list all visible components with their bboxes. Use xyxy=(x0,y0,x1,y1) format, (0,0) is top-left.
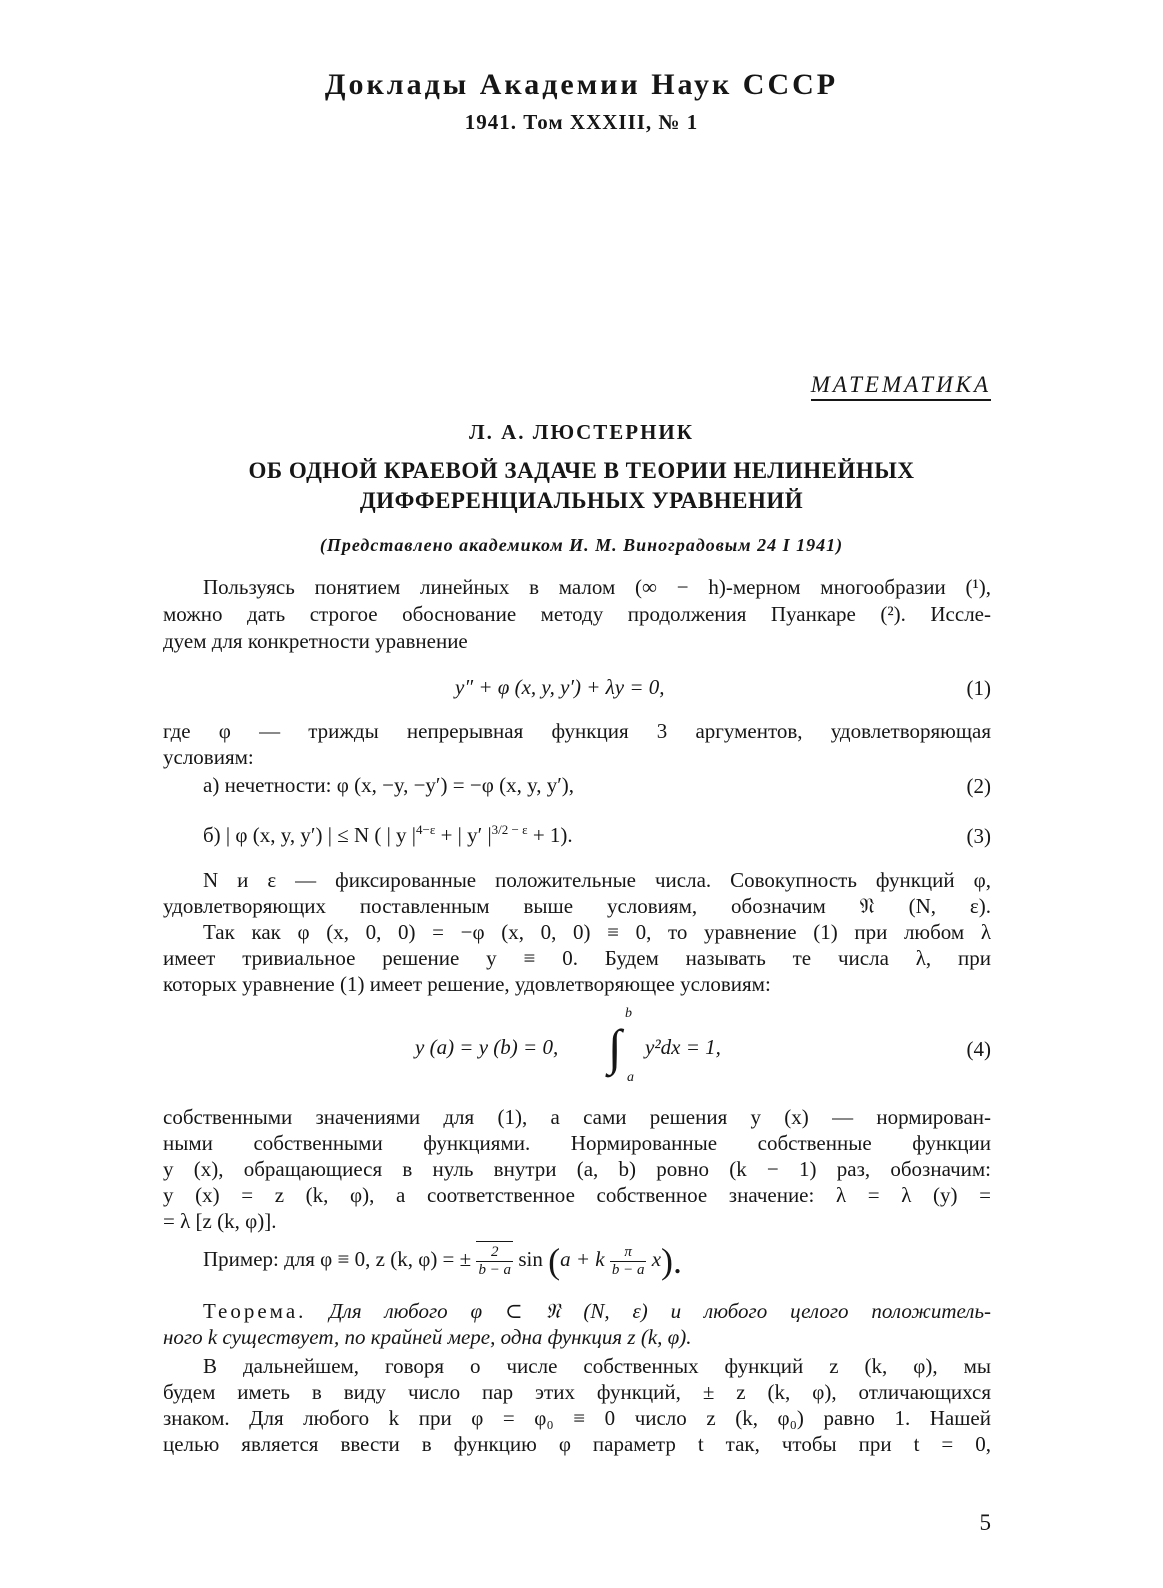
text-line: N и ε — фиксированные положительные числа. Совокупность функций φ, xyxy=(203,868,991,892)
text-line: y (x), обращающиеся в нуль внутри (a, b) ровно (k − 1) раз, обозначим: xyxy=(163,1157,991,1181)
text-line: целью является ввести в функцию φ параметр t так, чтобы при t = 0, xyxy=(163,1432,991,1456)
square-root xyxy=(476,1241,513,1279)
equation-number: (3) xyxy=(966,824,991,848)
integral-upper-limit: b xyxy=(625,1006,632,1021)
equation-2: а) нечетности: φ (x, −y, −y′) = −φ (x, y, y′), xyxy=(203,773,575,797)
equation-number: (4) xyxy=(966,1037,991,1061)
text-line: Так как φ (x, 0, 0) = −φ (x, 0, 0) ≡ 0, то уравнение (1) при любом λ xyxy=(203,920,991,944)
equation-number: (1) xyxy=(966,676,991,700)
exponent: 3/2 − ε xyxy=(491,822,528,837)
integral-lower-limit: a xyxy=(627,1070,634,1085)
equation-4-left: y (a) = y (b) = 0, xyxy=(415,1035,559,1059)
example-formula xyxy=(203,1240,682,1282)
equation-3-part: + | y′ | xyxy=(435,823,492,847)
fraction-denominator: b − a xyxy=(478,1261,512,1278)
fraction-numerator: π xyxy=(610,1244,647,1262)
theorem-text: Для любого φ ⊂ 𝔑 (N, ε) и любого целого положитель- xyxy=(329,1299,991,1323)
page-number: 5 xyxy=(979,1510,991,1535)
text-line: будем иметь в виду число пар этих функций, ± z (k, φ), отличающихся xyxy=(163,1380,991,1404)
right-paren: ). xyxy=(661,1241,683,1281)
equation-number: (2) xyxy=(966,774,991,798)
article-title xyxy=(0,456,1163,516)
text-line: где φ — трижды непрерывная функция 3 аргументов, удовлетворяющая xyxy=(163,719,991,743)
theorem-line xyxy=(203,1299,991,1324)
text-line: y (x) = z (k, φ), а соответственное собственное значение: λ = λ (y) = xyxy=(163,1183,991,1207)
text-line: удовлетворяющих поставленным выше условиям, обозначим 𝔑 (N, ε). xyxy=(163,894,991,918)
sine-function: sin xyxy=(518,1246,543,1271)
text-line: собственными значениями для (1), а сами решения y (x) — нормирован- xyxy=(163,1105,991,1129)
text-line: дуем для конкретности уравнение xyxy=(163,629,468,653)
article-author: Л. А. ЛЮСТЕРНИК xyxy=(468,420,694,444)
example-variable: x xyxy=(651,1246,662,1271)
presented-by: (Представлено академиком И. М. Виноградовым 24 I 1941) xyxy=(319,535,844,555)
left-paren: ( xyxy=(548,1241,561,1281)
integral-sign: ∫ xyxy=(608,1019,622,1075)
article-title-line-1: ОБ ОДНОЙ КРАЕВОЙ ЗАДАЧЕ В ТЕОРИИ НЕЛИНЕЙНЫХ xyxy=(248,458,915,483)
text-line: = λ [z (k, φ)]. xyxy=(163,1209,277,1233)
text-line: можно дать строгое обоснование методу продолжения Пуанкаре (²). Иссле- xyxy=(163,602,991,626)
text-line: имеет тривиальное решение y ≡ 0. Будем называть те числа λ, при xyxy=(163,946,991,970)
journal-title: Доклады Академии Наук СССР xyxy=(324,68,839,101)
example-term: a + k xyxy=(560,1246,605,1271)
example-text: Пример: для φ ≡ 0, z (k, φ) = ± xyxy=(203,1246,472,1271)
article-title-line-2: ДИФФЕРЕНЦИАЛЬНЫХ УРАВНЕНИЙ xyxy=(359,488,804,513)
text-line: знаком. Для любого k при φ = φ₀ ≡ 0 число z (k, φ₀) равно 1. Нашей xyxy=(163,1406,991,1430)
text-line: В дальнейшем, говоря о числе собственных функций z (k, φ), мы xyxy=(203,1354,991,1378)
journal-issue: 1941. Том XXXIII, № 1 xyxy=(464,110,699,134)
fraction xyxy=(610,1244,647,1279)
equation-3-part: + 1). xyxy=(527,823,573,847)
fraction-numerator: 2 xyxy=(476,1244,513,1262)
equation-4-right: y²dx = 1, xyxy=(645,1035,721,1059)
text-line: которых уравнение (1) имеет решение, удовлетворяющее условиям: xyxy=(163,972,771,996)
theorem-label: Теорема. xyxy=(203,1299,307,1323)
text-line: Пользуясь понятием линейных в малом (∞ − h)-мерном многообразии (¹), xyxy=(203,575,991,599)
equation-3-part: б) | φ (x, y, y′) | ≤ N ( | y | xyxy=(203,823,417,847)
exponent: 4−ε xyxy=(416,822,436,837)
theorem-line: ного k существует, по крайней мере, одна функция z (k, φ). xyxy=(163,1325,692,1349)
text-line: ными собственными функциями. Нормированные собственные функции xyxy=(163,1131,991,1155)
equation-3 xyxy=(203,822,573,848)
fraction xyxy=(476,1244,513,1279)
text-line: условиям: xyxy=(163,745,254,769)
fraction-denominator: b − a xyxy=(611,1261,645,1278)
section-heading: МАТЕМАТИКА xyxy=(811,372,991,401)
equation-1: y″ + φ (x, y, y′) + λy = 0, xyxy=(455,675,665,699)
